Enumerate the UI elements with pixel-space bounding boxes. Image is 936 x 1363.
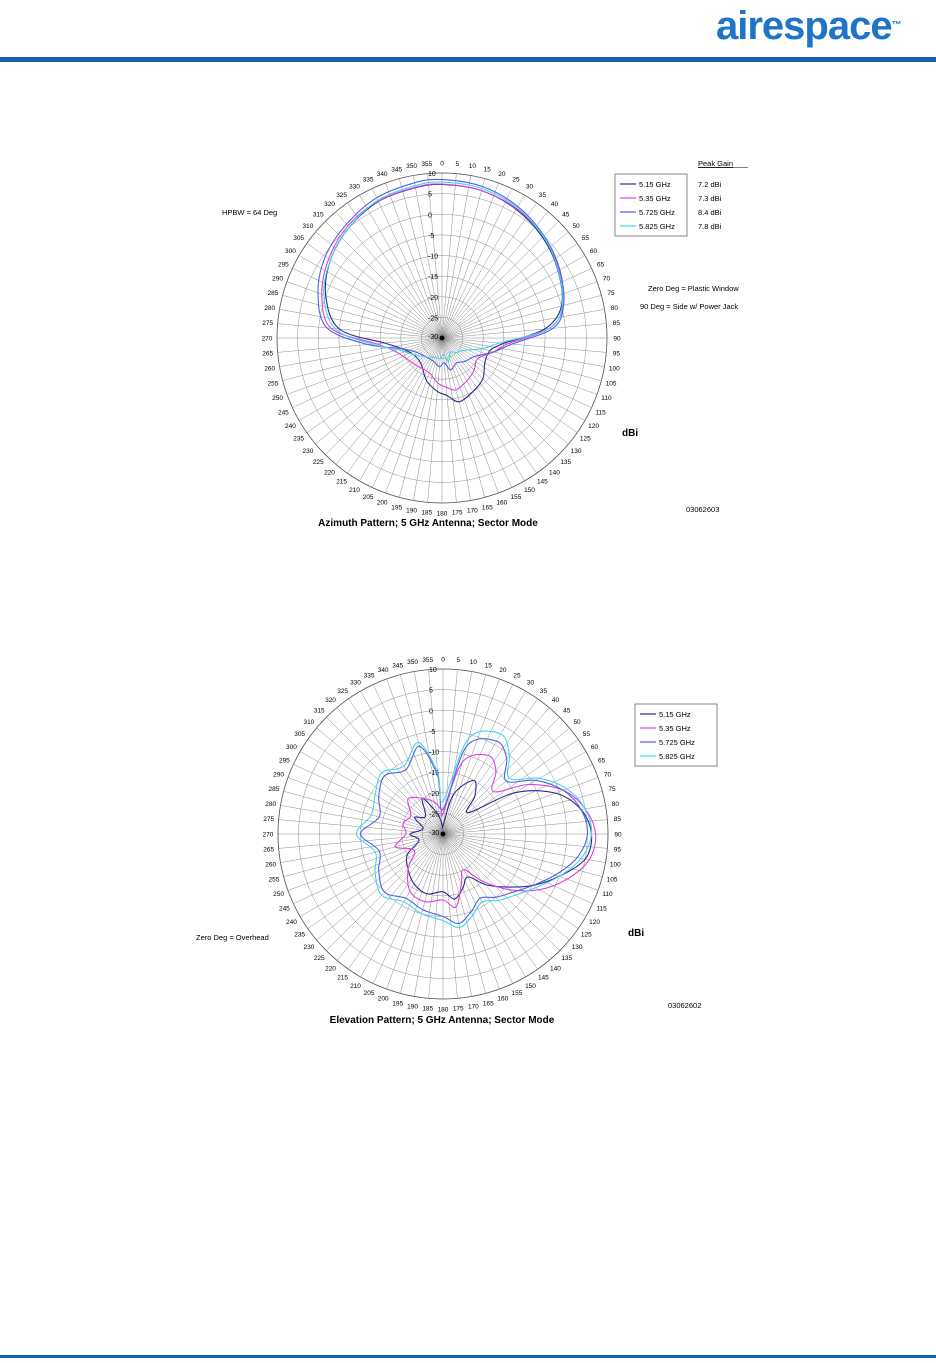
angle-tick-label: 255 bbox=[267, 380, 279, 388]
grid-spoke bbox=[442, 338, 498, 493]
angle-tick-label: 355 bbox=[421, 160, 433, 168]
angle-tick-label: 310 bbox=[303, 718, 315, 726]
angle-tick-label: 0 bbox=[441, 656, 445, 664]
angle-tick-label: 180 bbox=[437, 1006, 449, 1014]
angle-tick-label: 175 bbox=[451, 509, 463, 517]
angle-tick-label: 60 bbox=[590, 743, 599, 751]
angle-tick-label: 90 bbox=[614, 831, 622, 839]
angle-tick-label: 190 bbox=[406, 507, 418, 515]
angle-tick-label: 160 bbox=[496, 499, 508, 507]
angle-tick-label: 0 bbox=[440, 160, 444, 168]
radial-tick-label: -5 bbox=[429, 728, 436, 736]
angle-tick-label: 330 bbox=[349, 183, 360, 191]
angle-tick-label: 10 bbox=[468, 162, 477, 170]
unit-label: dBi bbox=[622, 428, 639, 439]
angle-tick-label: 155 bbox=[511, 989, 523, 997]
radial-tick-label: 10 bbox=[428, 171, 436, 178]
angle-tick-label: 5 bbox=[455, 160, 460, 168]
angle-tick-label: 90 bbox=[613, 335, 621, 343]
grid-spoke bbox=[442, 183, 498, 338]
angle-tick-label: 285 bbox=[267, 290, 279, 298]
angle-tick-label: 315 bbox=[312, 211, 324, 219]
angle-tick-label: 135 bbox=[561, 955, 573, 963]
angle-tick-label: 135 bbox=[560, 459, 572, 467]
radial-tick-label: -25 bbox=[428, 315, 439, 323]
center-marker bbox=[441, 832, 446, 837]
angle-tick-label: 30 bbox=[526, 679, 535, 687]
peak-gain-value: 8.4 dBi bbox=[698, 208, 722, 217]
legend-label: 5.725 GHz bbox=[659, 738, 695, 747]
angle-tick-label: 15 bbox=[484, 662, 492, 670]
radial-tick-label: -20 bbox=[428, 294, 439, 302]
center-marker bbox=[440, 336, 445, 341]
angle-tick-label: 325 bbox=[337, 687, 349, 695]
angle-tick-label: 115 bbox=[596, 905, 607, 913]
angle-tick-label: 150 bbox=[525, 982, 536, 990]
annotation: Zero Deg = Overhead bbox=[196, 933, 269, 942]
angle-tick-label: 105 bbox=[605, 380, 617, 388]
grid-spoke bbox=[442, 174, 456, 338]
angle-tick-label: 225 bbox=[312, 459, 324, 467]
angle-tick-label: 35 bbox=[538, 191, 546, 199]
angle-tick-label: 275 bbox=[263, 816, 275, 824]
grid-spoke bbox=[278, 324, 442, 338]
angle-tick-label: 30 bbox=[525, 183, 534, 191]
angle-tick-label: 50 bbox=[572, 222, 580, 230]
grid-spoke bbox=[443, 834, 486, 993]
angle-tick-label: 280 bbox=[264, 304, 276, 312]
radial-tick-label: 10 bbox=[429, 667, 437, 674]
angle-tick-label: 340 bbox=[376, 170, 388, 178]
annotation: Zero Deg = Plastic Window bbox=[648, 284, 739, 293]
angle-tick-label: 350 bbox=[406, 162, 418, 170]
angle-tick-label: 95 bbox=[613, 846, 621, 854]
angle-tick-label: 5 bbox=[456, 656, 461, 664]
radial-tick-label: -30 bbox=[428, 334, 439, 341]
angle-tick-label: 55 bbox=[581, 234, 589, 242]
header-rule bbox=[0, 57, 936, 62]
radial-tick-label: -30 bbox=[429, 830, 440, 837]
grid-spoke bbox=[443, 834, 598, 890]
angle-tick-label: 305 bbox=[293, 234, 305, 242]
angle-tick-label: 260 bbox=[265, 861, 277, 869]
angle-tick-label: 200 bbox=[377, 995, 389, 1003]
elevation-polar-chart bbox=[0, 650, 936, 1040]
angle-tick-label: 45 bbox=[563, 707, 571, 715]
legend-label: 5.725 GHz bbox=[639, 208, 675, 217]
angle-tick-label: 195 bbox=[392, 1000, 404, 1008]
angle-tick-label: 210 bbox=[350, 982, 361, 990]
angle-tick-label: 315 bbox=[313, 707, 325, 715]
angle-tick-label: 80 bbox=[610, 304, 618, 312]
footer-rule bbox=[0, 1355, 936, 1358]
airespace-logo bbox=[716, 4, 928, 48]
angle-tick-label: 290 bbox=[272, 275, 283, 283]
logo-text: airespace bbox=[716, 4, 892, 48]
legend-label: 5.35 GHz bbox=[659, 724, 691, 733]
angle-tick-label: 260 bbox=[264, 365, 276, 373]
chart-title: Azimuth Pattern; 5 GHz Antenna; Sector Mode bbox=[318, 518, 538, 529]
angle-tick-label: 25 bbox=[513, 672, 521, 680]
angle-tick-label: 80 bbox=[611, 800, 619, 808]
angle-tick-label: 340 bbox=[377, 666, 389, 674]
angle-tick-label: 75 bbox=[607, 290, 615, 298]
angle-tick-label: 220 bbox=[324, 469, 335, 477]
angle-tick-label: 200 bbox=[376, 499, 388, 507]
angle-tick-label: 205 bbox=[363, 989, 375, 997]
grid-spoke bbox=[442, 295, 601, 338]
angle-tick-label: 265 bbox=[263, 846, 275, 854]
angle-tick-label: 235 bbox=[293, 435, 305, 443]
radial-tick-label: -25 bbox=[429, 811, 440, 819]
legend-label: 5.825 GHz bbox=[639, 222, 675, 231]
angle-tick-label: 280 bbox=[265, 800, 277, 808]
radial-tick-label: 5 bbox=[429, 687, 433, 695]
angle-tick-label: 20 bbox=[498, 170, 506, 178]
grid-spoke bbox=[442, 179, 485, 338]
angle-tick-label: 230 bbox=[303, 943, 315, 951]
radial-tick-label: -20 bbox=[429, 790, 440, 798]
angle-tick-label: 230 bbox=[302, 447, 314, 455]
peak-gain-value: 7.2 dBi bbox=[698, 180, 722, 189]
angle-tick-label: 145 bbox=[536, 478, 548, 486]
grid-spoke bbox=[443, 820, 607, 834]
angle-tick-label: 245 bbox=[277, 409, 289, 417]
angle-tick-label: 130 bbox=[570, 447, 582, 455]
angle-tick-label: 300 bbox=[285, 247, 296, 255]
angle-tick-label: 120 bbox=[588, 422, 599, 430]
angle-tick-label: 275 bbox=[262, 320, 274, 328]
angle-tick-label: 10 bbox=[469, 658, 478, 666]
grid-spoke bbox=[443, 834, 457, 998]
angle-tick-label: 265 bbox=[262, 350, 274, 358]
angle-tick-label: 100 bbox=[608, 365, 620, 373]
figure-id: 03062602 bbox=[668, 1001, 702, 1010]
angle-tick-label: 215 bbox=[337, 974, 349, 982]
angle-tick-label: 180 bbox=[436, 510, 448, 518]
angle-tick-label: 60 bbox=[589, 247, 598, 255]
grid-spoke bbox=[442, 338, 597, 394]
angle-tick-label: 70 bbox=[603, 771, 612, 779]
angle-tick-label: 290 bbox=[273, 771, 284, 779]
angle-tick-label: 125 bbox=[580, 931, 592, 939]
angle-tick-label: 85 bbox=[612, 320, 620, 328]
angle-tick-label: 250 bbox=[273, 891, 284, 899]
grid-spoke bbox=[442, 324, 606, 338]
angle-tick-label: 40 bbox=[551, 697, 560, 705]
radial-tick-label: 5 bbox=[428, 191, 432, 199]
angle-tick-label: 270 bbox=[261, 335, 273, 343]
angle-tick-label: 295 bbox=[278, 757, 290, 765]
angle-tick-label: 25 bbox=[512, 176, 520, 184]
angle-tick-label: 185 bbox=[421, 509, 433, 517]
angle-tick-label: 20 bbox=[499, 666, 507, 674]
angle-tick-label: 160 bbox=[497, 995, 509, 1003]
angle-tick-label: 175 bbox=[452, 1005, 464, 1013]
grid-spoke bbox=[442, 338, 601, 381]
angle-tick-label: 165 bbox=[482, 1000, 494, 1008]
angle-tick-label: 165 bbox=[481, 504, 493, 512]
angle-tick-label: 190 bbox=[407, 1003, 419, 1011]
angle-tick-label: 300 bbox=[286, 743, 297, 751]
angle-tick-label: 115 bbox=[595, 409, 606, 417]
grid-spoke bbox=[443, 670, 457, 834]
grid-spoke bbox=[288, 834, 443, 890]
angle-tick-label: 185 bbox=[422, 1005, 434, 1013]
angle-tick-label: 170 bbox=[467, 1003, 479, 1011]
angle-tick-label: 240 bbox=[285, 422, 296, 430]
radial-tick-label: 0 bbox=[428, 212, 432, 220]
legend-label: 5.35 GHz bbox=[639, 194, 671, 203]
angle-tick-label: 235 bbox=[294, 931, 306, 939]
radial-tick-label: -10 bbox=[428, 253, 439, 261]
peak-gain-value: 7.3 dBi bbox=[698, 194, 722, 203]
angle-tick-label: 330 bbox=[350, 679, 361, 687]
angle-tick-label: 15 bbox=[483, 166, 491, 174]
angle-tick-label: 205 bbox=[362, 493, 374, 501]
angle-tick-label: 55 bbox=[582, 730, 590, 738]
peak-gain-value: 7.8 dBi bbox=[698, 222, 722, 231]
angle-tick-label: 270 bbox=[262, 831, 274, 839]
angle-tick-label: 245 bbox=[278, 905, 290, 913]
angle-tick-label: 150 bbox=[524, 486, 535, 494]
angle-tick-label: 345 bbox=[392, 662, 404, 670]
angle-tick-label: 35 bbox=[539, 687, 547, 695]
angle-tick-label: 130 bbox=[571, 943, 583, 951]
grid-spoke bbox=[387, 834, 443, 989]
angle-tick-label: 240 bbox=[286, 918, 297, 926]
angle-tick-label: 110 bbox=[602, 891, 613, 899]
angle-tick-label: 215 bbox=[336, 478, 348, 486]
angle-tick-label: 210 bbox=[349, 486, 360, 494]
angle-tick-label: 350 bbox=[407, 658, 419, 666]
angle-tick-label: 320 bbox=[324, 201, 335, 209]
azimuth-polar-chart bbox=[0, 150, 936, 550]
annotation: 90 Deg = Side w/ Power Jack bbox=[640, 302, 739, 311]
radial-tick-label: -15 bbox=[429, 770, 440, 778]
angle-tick-label: 320 bbox=[325, 697, 336, 705]
angle-tick-label: 335 bbox=[362, 176, 374, 184]
angle-tick-label: 325 bbox=[336, 191, 348, 199]
figure-id: 03062603 bbox=[686, 505, 720, 514]
grid-spoke bbox=[287, 282, 442, 338]
angle-tick-label: 225 bbox=[313, 955, 325, 963]
grid-spoke bbox=[443, 834, 607, 848]
angle-tick-label: 295 bbox=[277, 261, 289, 269]
logo-trademark: ™ bbox=[891, 20, 902, 31]
angle-tick-label: 140 bbox=[549, 469, 560, 477]
angle-tick-label: 250 bbox=[272, 395, 283, 403]
legend-label: 5.15 GHz bbox=[659, 710, 691, 719]
angle-tick-label: 310 bbox=[302, 222, 314, 230]
grid-spoke bbox=[288, 778, 443, 834]
chart-title: Elevation Pattern; 5 GHz Antenna; Sector Mode bbox=[329, 1015, 555, 1026]
angle-tick-label: 120 bbox=[589, 918, 600, 926]
angle-tick-label: 75 bbox=[608, 786, 616, 794]
legend-label: 5.825 GHz bbox=[659, 752, 695, 761]
angle-tick-label: 345 bbox=[391, 166, 403, 174]
angle-tick-label: 105 bbox=[606, 876, 618, 884]
angle-tick-label: 195 bbox=[391, 504, 403, 512]
grid-spoke bbox=[283, 295, 442, 338]
angle-tick-label: 155 bbox=[510, 493, 522, 501]
angle-tick-label: 95 bbox=[612, 350, 620, 358]
angle-tick-label: 50 bbox=[573, 718, 581, 726]
angle-tick-label: 255 bbox=[268, 876, 280, 884]
angle-tick-label: 65 bbox=[596, 261, 605, 269]
angle-tick-label: 85 bbox=[613, 816, 621, 824]
radial-tick-label: -15 bbox=[428, 274, 439, 282]
angle-tick-label: 70 bbox=[602, 275, 611, 283]
angle-tick-label: 65 bbox=[597, 757, 606, 765]
angle-tick-label: 305 bbox=[294, 730, 306, 738]
angle-tick-label: 140 bbox=[550, 965, 561, 973]
annotation: HPBW = 64 Deg bbox=[222, 208, 278, 217]
radial-tick-label: -5 bbox=[428, 232, 435, 240]
angle-tick-label: 100 bbox=[609, 861, 621, 869]
angle-tick-label: 145 bbox=[537, 974, 549, 982]
radial-tick-label: -10 bbox=[429, 749, 440, 757]
angle-tick-label: 335 bbox=[363, 672, 375, 680]
angle-tick-label: 220 bbox=[325, 965, 336, 973]
angle-tick-label: 110 bbox=[601, 395, 612, 403]
angle-tick-label: 125 bbox=[579, 435, 591, 443]
angle-tick-label: 285 bbox=[268, 786, 280, 794]
unit-label: dBi bbox=[628, 928, 645, 939]
grid-spoke bbox=[442, 282, 597, 338]
legend-label: 5.15 GHz bbox=[639, 180, 671, 189]
radial-tick-label: 0 bbox=[429, 708, 433, 716]
angle-tick-label: 45 bbox=[562, 211, 570, 219]
angle-tick-label: 355 bbox=[422, 656, 434, 664]
peak-gain-header: Peak Gain bbox=[698, 159, 734, 168]
angle-tick-label: 40 bbox=[550, 201, 559, 209]
angle-tick-label: 170 bbox=[466, 507, 478, 515]
